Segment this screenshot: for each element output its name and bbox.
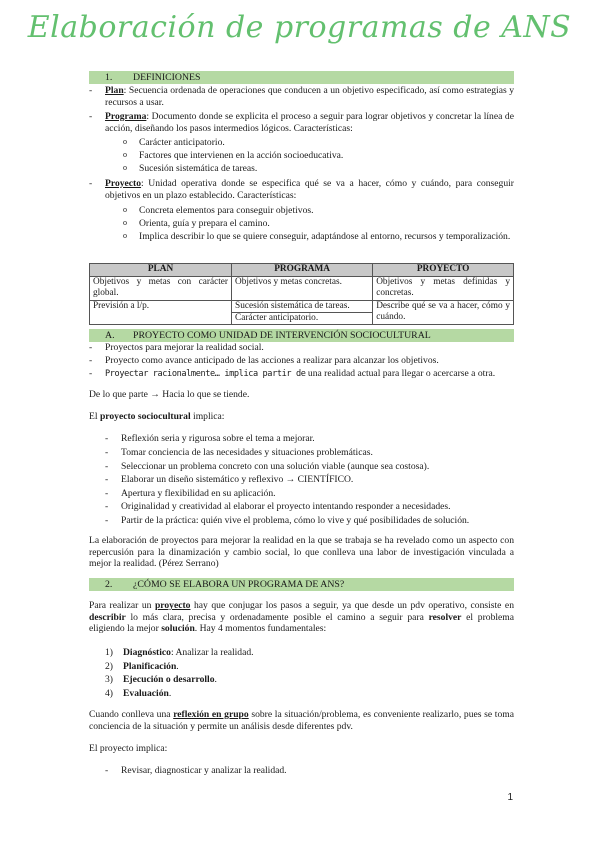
- table-row: [90, 277, 514, 301]
- dash-bullet: -: [105, 447, 109, 458]
- circle-bullet-icon: o: [123, 231, 127, 240]
- section-1-heading: [89, 71, 514, 84]
- page-title: Elaboración de programas de ANS: [27, 10, 572, 45]
- subsection-a-letter: A.: [105, 330, 115, 341]
- definition-proyecto-text: : Unidad operativa donde se especifica qué se va a hacer, cómo y cuándo, para conseguir objetivos en un plazo establecido. Características:: [105, 178, 514, 201]
- dash-bullet: -: [89, 355, 93, 366]
- table-cell: Objetivos y metas definidas y concretas.: [373, 277, 514, 301]
- table-header: PROGRAMA: [232, 264, 373, 277]
- dash-bullet: -: [89, 85, 93, 96]
- list-item: - Seleccionar un problema concreto con una solución viable (aunque sea costosa).: [105, 461, 430, 472]
- dash-bullet: -: [105, 433, 109, 444]
- section-1-title: DEFINICIONES: [133, 72, 201, 83]
- table-cell: Describe qué se va a hacer, cómo y cuándo.: [373, 300, 514, 325]
- dash-bullet: -: [105, 488, 109, 499]
- list-item: - Tomar conciencia de las necesidades y situaciones problemáticas.: [105, 447, 373, 458]
- list-item: 1) Diagnóstico: Analizar la realidad.: [105, 647, 254, 658]
- list-item: 2) Planificación.: [105, 661, 179, 672]
- circle-bullet-icon: o: [123, 205, 127, 214]
- list-item: - Proyectar racionalmente… implica partir de una realidad actual para llegar o acercarse a otra.: [89, 368, 496, 379]
- list-item: - Originalidad y creatividad al elaborar el proyecto intentando responder a necesidades.: [105, 501, 451, 512]
- paragraph-implica: El proyecto implica:: [89, 743, 168, 754]
- dash-bullet: -: [89, 368, 93, 379]
- circle-bullet-icon: o: [123, 150, 127, 159]
- circle-bullet-icon: o: [123, 218, 127, 227]
- list-item: o Sucesión sistemática de tareas.: [123, 163, 258, 174]
- term-proyecto-sociocultural: proyecto sociocultural: [99, 411, 191, 422]
- definition-programa-text: : Documento donde se explicita el proceso a seguir para lograr objetivos y concretar la línea de acción, diseñando los pasos intermedios lógicos. Características:: [105, 111, 514, 134]
- table-cell: Carácter anticipatorio.: [232, 312, 373, 324]
- list-item: o Orienta, guía y prepara el camino.: [123, 218, 270, 229]
- term-programa: Programa: [105, 111, 147, 122]
- list-item: o Factores que intervienen en la acción socioeducativa.: [123, 150, 344, 161]
- table-cell: Objetivos y metas con carácter global.: [90, 277, 232, 301]
- table-row: [90, 300, 514, 312]
- circle-bullet-icon: o: [123, 137, 127, 146]
- list-item: - Apertura y flexibilidad en su aplicación.: [105, 488, 276, 499]
- list-item: o Carácter anticipatorio.: [123, 137, 225, 148]
- list-item: - Reflexión seria y rigurosa sobre el tema a mejorar.: [105, 433, 315, 444]
- circle-bullet-icon: o: [123, 163, 127, 172]
- section-2-title: ¿CÓMO SE ELABORA UN PROGRAMA DE ANS?: [133, 579, 345, 590]
- definition-plan: [89, 85, 514, 108]
- table-cell: Objetivos y metas concretas.: [232, 277, 373, 301]
- table-cell: Previsión a l/p.: [90, 300, 232, 325]
- subsection-a-title: PROYECTO COMO UNIDAD DE INTERVENCIÓN SOCIOCULTURAL: [133, 330, 431, 341]
- definition-proyecto: [89, 178, 514, 201]
- list-item: - Proyecto como avance anticipado de las acciones a realizar para alcanzar los objetivos.: [89, 355, 439, 366]
- page-number: 1: [507, 792, 513, 803]
- table-header: PLAN: [90, 264, 232, 277]
- list-item: 3) Ejecución o desarrollo.: [105, 674, 217, 685]
- dash-bullet: -: [105, 765, 109, 776]
- list-item: 4) Evaluación.: [105, 688, 172, 699]
- list-item: - Partir de la práctica: quién vive el problema, cómo lo vive y qué posibilidades de solución.: [105, 515, 470, 526]
- definition-programa: [89, 111, 514, 134]
- list-item: o Concreta elementos para conseguir objetivos.: [123, 205, 314, 216]
- section-2-number: 2.: [105, 579, 113, 590]
- section-1-number: 1.: [105, 72, 113, 83]
- dash-bullet: -: [89, 178, 93, 189]
- list-item: - Elaborar un diseño sistemático y reflexivo → CIENTÍFICO.: [105, 474, 354, 485]
- comparison-table: [89, 263, 514, 325]
- section-2-heading: [89, 578, 514, 591]
- paragraph-momentos: Para realizar un proyecto hay que conjugar los pasos a seguir, ya que desde un pdv operativo, consiste en describir lo más clara, precisa y ordenadamente posible el camino a seguir para resolver el problema eligiendo la mejor solución. Hay 4 momentos fundamentales:: [89, 600, 515, 635]
- paragraph-perez-serrano: La elaboración de proyectos para mejorar la realidad en la que se trabaja se ha revelado como un aspecto con repercusión para la dinamización y cambio social, lo que conlleva una labor de investigación vinculada a mejor la realidad. (Pérez Serrano): [89, 535, 514, 570]
- dash-bullet: -: [105, 501, 109, 512]
- list-item: - Proyectos para mejorar la realidad social.: [89, 342, 264, 353]
- table-cell: Sucesión sistemática de tareas.: [232, 300, 373, 312]
- definition-plan-text: : Secuencia ordenada de operaciones que conducen a un objetivo especificado, así como estrategias y recursos a usar.: [105, 85, 514, 108]
- dash-bullet: -: [105, 461, 109, 472]
- dash-bullet: -: [89, 342, 93, 353]
- dash-bullet: -: [105, 515, 109, 526]
- list-item: o Implica describir lo que se quiere conseguir, adaptándose al entorno, recursos y temporalización.: [123, 231, 511, 242]
- list-item: - Revisar, diagnosticar y analizar la realidad.: [105, 765, 287, 776]
- term-plan: Plan: [105, 85, 124, 96]
- term-proyecto: Proyecto: [105, 178, 142, 189]
- table-header: PROYECTO: [373, 264, 514, 277]
- implies-line: El proyecto sociocultural implica:: [89, 411, 225, 422]
- dash-bullet: -: [89, 111, 93, 122]
- handwritten-phrase: Proyectar racionalmente… implica partir de: [105, 369, 306, 379]
- table-header-row: [90, 264, 514, 277]
- from-to-line: De lo que parte → Hacia lo que se tiende.: [89, 389, 250, 400]
- dash-bullet: -: [105, 474, 109, 485]
- subsection-a-heading: [89, 329, 514, 342]
- paragraph-reflexion: Cuando conlleva una reflexión en grupo sobre la situación/problema, es conveniente realizarlo, pues se toma conciencia de la situación y permite un análisis desde diferentes pdv.: [89, 709, 514, 732]
